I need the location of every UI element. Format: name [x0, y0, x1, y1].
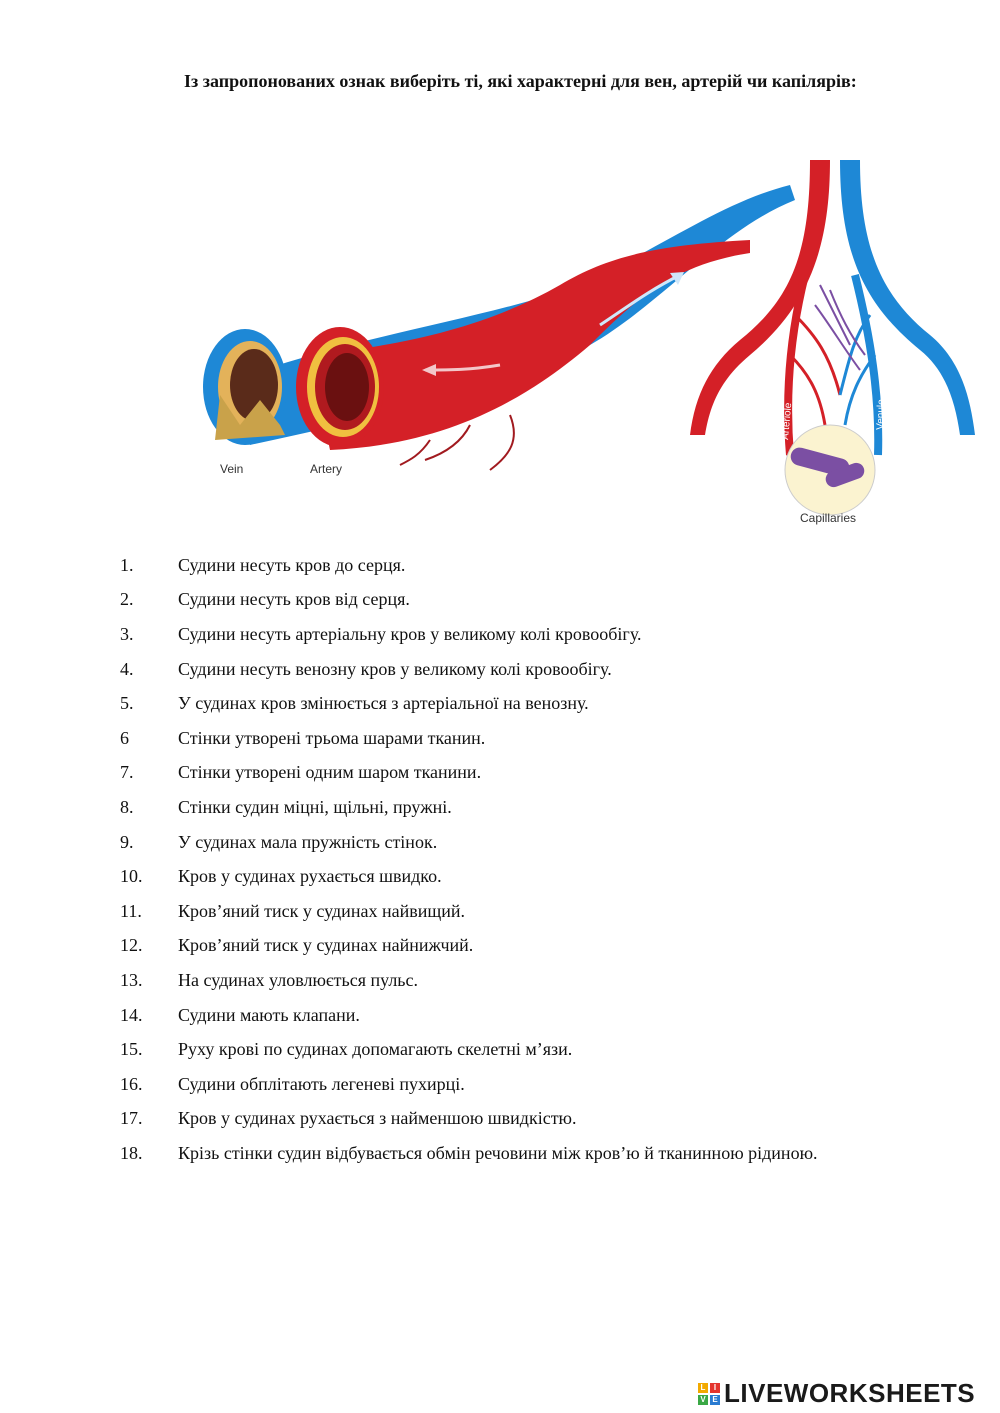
item-text: Кров’яний тиск у судинах найвищий. — [178, 900, 465, 921]
list-item — [120, 963, 818, 998]
vein-cross-section — [203, 329, 287, 445]
label-vein-right: Vein — [920, 300, 942, 326]
item-text: Кров у судинах рухається з найменшою швидкістю. — [178, 1108, 577, 1129]
item-number: 18. — [120, 1142, 143, 1163]
item-number: 2. — [120, 589, 134, 610]
item-text: Судини несуть венозну кров у великому колі кровообігу. — [178, 658, 612, 679]
list-item — [120, 617, 818, 652]
item-number: 14. — [120, 1004, 143, 1025]
list-item — [120, 1067, 818, 1102]
instruction-text: Із запропонованих ознак виберіть ті, які характерні для вен, артерій чи капілярів: — [184, 71, 857, 91]
item-text: У судинах кров змінюється з артеріальної на венозну. — [178, 693, 589, 714]
item-number: 6 — [120, 727, 129, 748]
item-text: Судини несуть кров до серця. — [178, 554, 406, 575]
capillaries-detail — [785, 425, 875, 515]
list-item — [120, 894, 818, 929]
item-number: 12. — [120, 935, 143, 956]
list-item — [120, 721, 818, 756]
item-text: Судини несуть артеріальну кров у великому колі кровообігу. — [178, 623, 642, 644]
item-text: У судинах мала пружність стінок. — [178, 831, 438, 852]
features-list — [120, 548, 818, 1171]
list-item — [120, 652, 818, 687]
item-number: 11. — [120, 900, 142, 921]
item-number: 16. — [120, 1073, 143, 1094]
list-item — [120, 1102, 818, 1137]
list-item — [120, 859, 818, 894]
list-item — [120, 548, 818, 583]
item-number: 15. — [120, 1039, 143, 1060]
brand-name: LIVEWORKSHEETS — [724, 1378, 976, 1408]
item-number: 10. — [120, 866, 143, 887]
item-number: 3. — [120, 623, 134, 644]
blood-vessels-diagram — [190, 155, 990, 535]
logo-icon: L I V E — [698, 1383, 720, 1405]
item-text: Судини обплітають легеневі пухирці. — [178, 1073, 465, 1094]
item-number: 8. — [120, 796, 134, 817]
item-number: 9. — [120, 831, 134, 852]
item-text: Руху крові по судинах допомагають скелетні м’язи. — [178, 1039, 573, 1060]
list-item — [120, 756, 818, 791]
label-arteriole: Arteriole — [780, 402, 795, 441]
list-item — [120, 998, 818, 1033]
list-item — [120, 825, 818, 860]
item-number: 5. — [120, 693, 134, 714]
list-item — [120, 790, 818, 825]
label-vein-left: Vein — [220, 462, 244, 476]
list-item — [120, 686, 818, 721]
item-number: 13. — [120, 969, 143, 990]
item-text: Стінки утворені одним шаром тканини. — [178, 762, 482, 783]
item-number: 7. — [120, 762, 134, 783]
artery-cross-section — [296, 327, 384, 447]
label-artery-left: Artery — [310, 462, 343, 476]
label-capillaries: Capillaries — [800, 511, 857, 525]
list-item — [120, 583, 818, 618]
item-number: 1. — [120, 554, 134, 575]
list-item — [120, 929, 818, 964]
item-text: Судини несуть кров від серця. — [178, 589, 410, 610]
list-item — [120, 1032, 818, 1067]
item-text: Стінки утворені трьома шарами тканин. — [178, 727, 486, 748]
label-venule: Venule — [875, 399, 888, 431]
liveworksheets-logo — [698, 1378, 975, 1409]
item-number: 4. — [120, 658, 134, 679]
list-item — [120, 1136, 818, 1171]
item-text: На судинах уловлюється пульс. — [178, 969, 418, 990]
item-text: Кров у судинах рухається швидко. — [178, 866, 442, 887]
label-artery-right: Artery — [727, 305, 753, 337]
item-text: Судини мають клапани. — [178, 1004, 360, 1025]
item-text: Кров’яний тиск у судинах найнижчий. — [178, 935, 474, 956]
item-text: Крізь стінки судин відбувається обмін речовини між кров’ю й тканинною рідиною. — [178, 1142, 818, 1163]
item-text: Стінки судин міцні, щільні, пружні. — [178, 796, 452, 817]
item-number: 17. — [120, 1108, 143, 1129]
